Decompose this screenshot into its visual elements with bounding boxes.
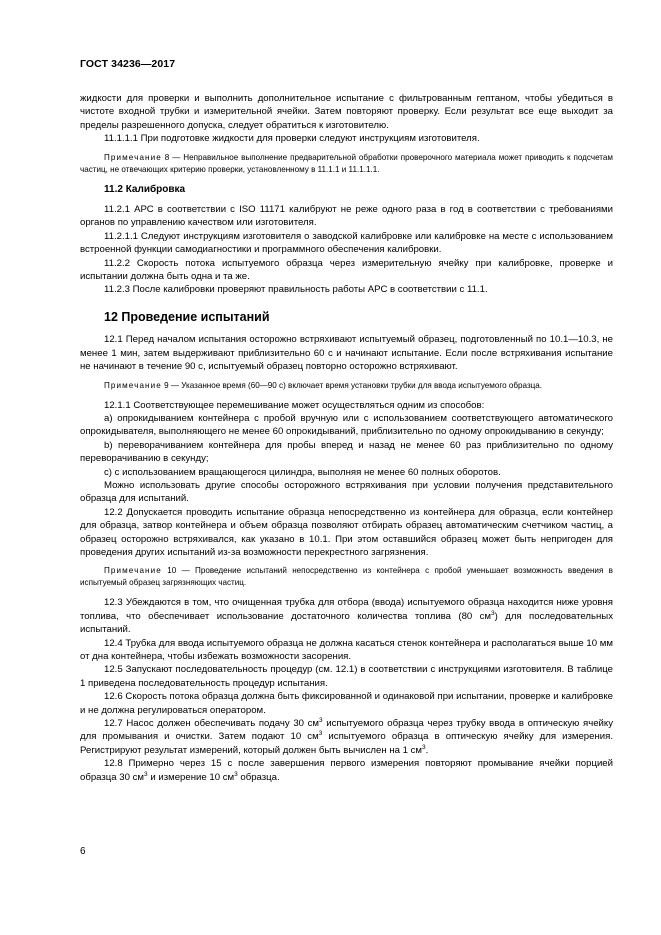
text-run: ) для последовательных испытаний. (80, 610, 613, 636)
paragraph: 12.4 Трубка для ввода испытуемого образца не должна касаться стенок контейнера и располагаться выше 10 мм от дна контейнера, чтобы избежать возможности засорения. (80, 637, 613, 662)
superscript: 3 (422, 743, 426, 751)
superscript: 3 (234, 770, 238, 778)
paragraph: 11.2.1 АРС в соответствии с ISO 11171 калибруют не реже одного раза в год в соответствии с требованиями органов по управлению качеством или изготовителя. (80, 204, 613, 229)
page-number: 6 (80, 846, 86, 857)
text-run: испытуемого образца в оптическую ячейку для измерения. Регистрируют результат измерений, который должен быть вычислен на 1 см (80, 731, 613, 756)
paragraph (80, 757, 613, 784)
paragraph (80, 717, 613, 757)
text-run: испытуемого образца через трубку ввода в оптическую ячейку для промывания и очистки. Затем подают 10 см (80, 718, 613, 743)
paragraph: 12.1 Перед началом испытания осторожно встряхивают испытуемый образец, подготовленный по 10.1—10.3, не менее 1 мин, затем выдерживают приблизительно 60 с и начинают испытание. Если после встряхивания испытание не начинают в течение 90 с, испытуемый образец повторно осторожно встряхивают. (80, 334, 613, 373)
text-run: 12.7 Насос должен обеспечивать подачу 30 см (104, 718, 320, 730)
paragraph: 12.2 Допускается проводить испытание образца непосредственно из контейнера для образца, если контейнер для образца, затвор контейнера и объем образца позволяют отбирать образец автоматическим счетчиком частиц, а образец осторожно встряхивался, как указано в 10.1. При этом оставшийся образец может быть непригоден для проведения других испытаний из-за возможности перекрестного загрязнения. (80, 506, 613, 558)
superscript: 3 (318, 730, 323, 738)
paragraph: 11.2.1.1 Следуют инструкциям изготовителя о заводской калибровке или калибровке на месте с использованием встроенной функции самодиагностики и программного обеспечения калибровки. (80, 230, 613, 256)
text-run: 12.8 Примерно через 15 с после завершения первого измерения повторяют промывание ячейки порцией образца 30 см (80, 758, 613, 783)
note-label: Примечание (104, 380, 162, 390)
superscript: 3 (144, 770, 148, 778)
text-run: образца. (237, 771, 280, 783)
superscript: 3 (319, 716, 323, 724)
text-run: 12.3 Убеждаются в том, что очищенная трубка для отбора (ввода) испытуемого образца находится ниже уровня топлива, что обеспечивает использование достаточного количества топлива (80 см (80, 597, 613, 622)
list-item: b) переворачиванием контейнера для пробы вперед и назад не менее 60 раз приблизительно по одному переворачиванию в секунду; (80, 439, 613, 465)
list-item: с) с использованием вращающегося цилиндра, выполняя не менее 60 полных оборотов. (104, 466, 501, 478)
section-heading: 11.2 Калибровка (104, 183, 186, 195)
superscript: 3 (491, 609, 495, 617)
note-label: Примечание (104, 152, 162, 162)
note (80, 152, 613, 176)
paragraph: 12.5 Запускают последовательность процедур (см. 12.1) в соответствии с инструкциями изготовителя. В таблице 1 приведена последовательность процедур испытания. (80, 664, 613, 689)
note (80, 565, 613, 589)
list-item: а) опрокидыванием контейнера с пробой вручную или с использованием соответствующего автоматического опрокидывателя, выполняющего не менее 60 опрокидываний, приблизительно по одному опрокидыванию в секунду; (80, 412, 613, 438)
note-label: Примечание (104, 566, 162, 576)
paragraph: 11.1.1.1 При подготовке жидкости для проверки следуют инструкциям изготовителя. (104, 133, 480, 145)
note-text: 8 — Неправильное выполнение предварительной обработки проверочного материала может приводить к подсчетам частиц, не отвечающих критерию проверки, установленному в 11.1.1 и 11.1.1.1. (80, 152, 613, 174)
paragraph (80, 596, 613, 636)
chapter-heading: 12 Проведение испытаний (104, 309, 270, 324)
note-text: 10 — Проведение испытаний непосредственно из контейнера с пробой уменьшает возможность введения в испытуемый образец загрязняющих частиц. (80, 566, 613, 588)
note-text: 9 — Указанное время (60—90 с) включает время установки трубки для ввода испытуемого образца. (161, 380, 543, 390)
paragraph: Можно использовать другие способы осторожного встряхивания при условии получения представительного образца для испытаний. (80, 479, 613, 505)
paragraph: 11.2.3 После калибровки проверяют правильность работы АРС в соответствии с 11.1. (104, 284, 488, 296)
document-header: ГОСТ 34236—2017 (80, 58, 176, 70)
paragraph: 11.2.2 Скорость потока испытуемого образца через измерительную ячейку при калибровке, проверке и испытании должна быть одна и та же. (80, 257, 613, 283)
document-body (80, 92, 613, 784)
text-run: . (425, 744, 429, 756)
paragraph: 12.6 Скорость потока образца должна быть фиксированной и одинаковой при испытании, проверке и калибровке и не должна регулироваться оператором. (80, 691, 613, 716)
paragraph: жидкости для проверки и выполнить дополнительное испытание с фильтрованным гептаном, чтобы убедиться в чистоте входной трубки и измерительной ячейки. Затем повторяют проверку. Если результат все еще выходит за пределы разрешенного допуска, следует обратиться к изготовителю. (80, 93, 613, 131)
text-run: и измерение 10 см (147, 771, 235, 783)
paragraph: 12.1.1 Соответствующее перемешивание может осуществляться одним из способов: (104, 399, 485, 411)
note (80, 380, 613, 392)
